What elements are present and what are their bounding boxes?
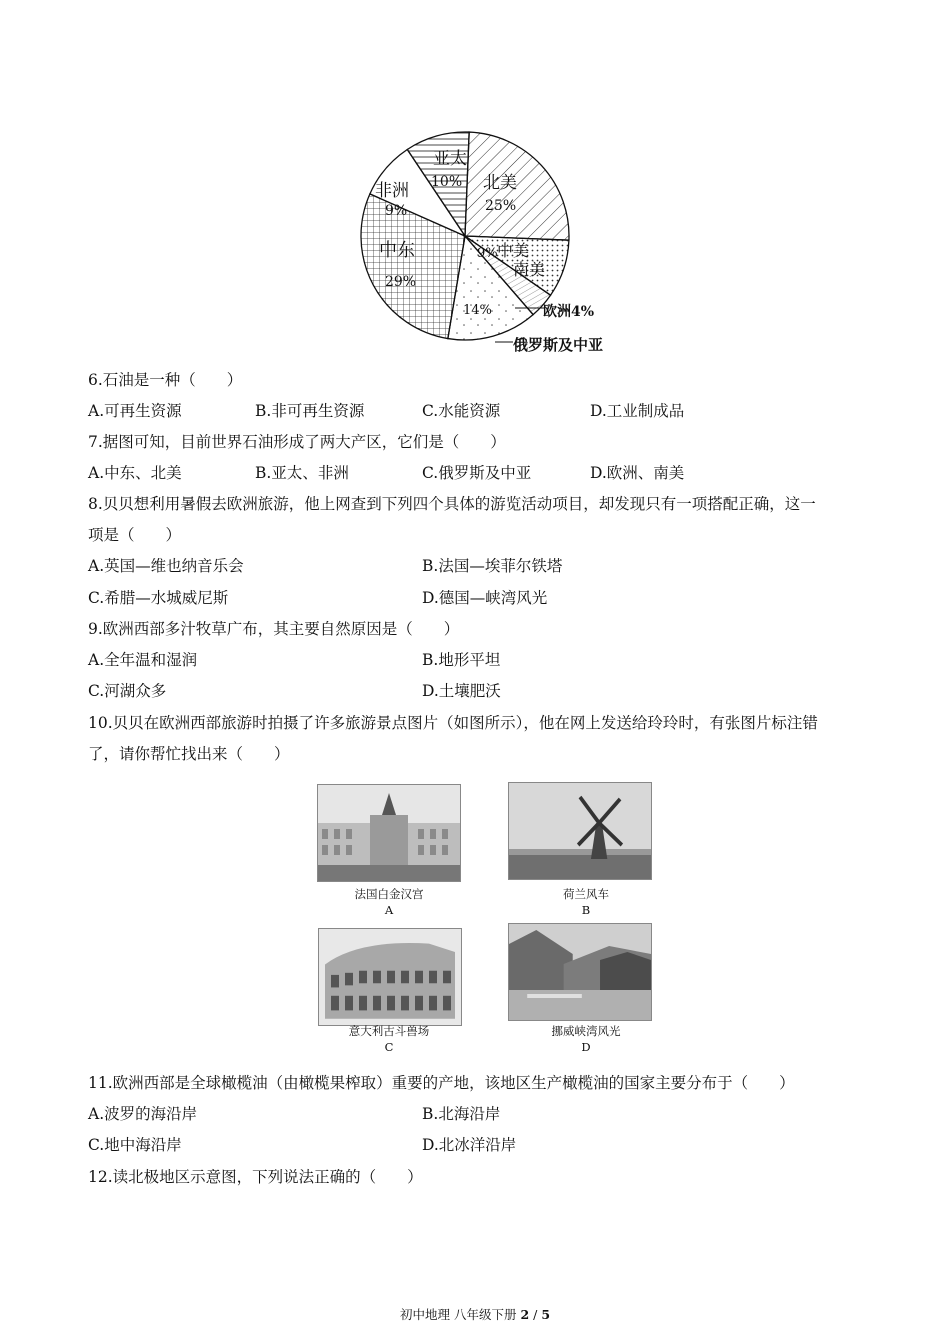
question-7-option-d[interactable]: D.欧洲、南美: [590, 464, 685, 482]
photo-b-letter: B: [581, 903, 591, 917]
question-6-stem: 6.石油是一种（ ）: [88, 371, 243, 389]
question-8-option-a[interactable]: A.英国—维也纳音乐会: [88, 557, 244, 575]
question-9-option-d[interactable]: D.土壤肥沃: [422, 682, 501, 700]
question-8-stem-line1: 8.贝贝想利用暑假去欧洲旅游，他上网查到下列四个具体的游览活动项目，却发现只有一项搭配正确，这一: [88, 495, 816, 513]
question-8-option-c[interactable]: C.希腊—水城威尼斯: [88, 589, 229, 607]
photo-b-caption: 荷兰风车: [563, 887, 609, 901]
question-10-stem-line1: 10.贝贝在欧洲西部旅游时拍摄了许多旅游景点图片（如图所示），他在网上发送给玲玲时，有张图片标注错: [88, 714, 818, 732]
photo-d-letter: D: [581, 1040, 591, 1054]
photo-d-fjord: [508, 923, 652, 1021]
question-8-option-d[interactable]: D.德国—峡湾风光: [422, 589, 548, 607]
label-asia-pacific-pct: 10%: [431, 174, 463, 190]
photo-d-caption: 挪威峡湾风光: [551, 1024, 621, 1038]
photo-a-caption: 法国白金汉宫: [354, 887, 424, 901]
label-middle-east: 中东: [379, 240, 415, 261]
question-8-stem-line2: 项是（ ）: [88, 526, 182, 544]
question-12-stem: 12.读北极地区示意图，下列说法正确的（ ）: [88, 1168, 423, 1186]
photo-c-caption: 意大利古斗兽场: [348, 1024, 430, 1038]
label-north-america-pct: 25%: [485, 198, 517, 214]
label-africa: 非洲: [375, 181, 409, 201]
page-footer: [0, 1305, 950, 1323]
question-7-option-c[interactable]: C.俄罗斯及中亚: [422, 464, 532, 482]
footer-total-pages: 5: [541, 1307, 551, 1322]
footer-subject: 初中地理 八年级下册: [399, 1307, 521, 1322]
label-asia-pacific: 亚太: [433, 149, 467, 169]
label-russia-callout: 俄罗斯及中亚: [513, 336, 604, 354]
question-6-option-c[interactable]: C.水能资源: [422, 402, 501, 420]
footer-separator: /: [529, 1307, 542, 1322]
question-9-stem: 9.欧洲西部多汁牧草广布，其主要自然原因是（ ）: [88, 620, 460, 638]
question-7-option-a[interactable]: A.中东、北美: [88, 464, 182, 482]
question-6-option-b[interactable]: B.非可再生资源: [255, 402, 365, 420]
label-africa-pct: 9%: [385, 203, 408, 219]
photo-a-palace: [317, 784, 461, 882]
question-7-option-b[interactable]: B.亚太、非洲: [255, 464, 349, 482]
question-10-stem-line2: 了，请你帮忙找出来（ ）: [88, 745, 290, 763]
question-11-option-b[interactable]: B.北海沿岸: [422, 1105, 501, 1123]
footer-page-number: 2: [520, 1307, 530, 1322]
label-latin-pct: 9%: [477, 246, 498, 261]
photo-c-colosseum: [318, 928, 462, 1026]
question-6-option-a[interactable]: A.可再生资源: [88, 402, 182, 420]
label-europe-callout: 欧洲4%: [543, 304, 595, 320]
question-7-stem: 7.据图可知，目前世界石油形成了两大产区，它们是（ ）: [88, 433, 506, 451]
label-south-america: 南美: [513, 260, 546, 279]
photo-c-letter: C: [384, 1040, 394, 1054]
question-11-option-c[interactable]: C.地中海沿岸: [88, 1136, 182, 1154]
photo-a-letter: A: [384, 903, 394, 917]
question-9-option-b[interactable]: B.地形平坦: [422, 651, 501, 669]
oil-pie-chart: [355, 118, 625, 363]
question-9-option-c[interactable]: C.河湖众多: [88, 682, 167, 700]
pie-slice-0: [465, 132, 569, 240]
photo-b-windmill: [508, 782, 652, 880]
question-11-stem: 11.欧洲西部是全球橄榄油（由橄榄果榨取）重要的产地，该地区生产橄榄油的国家主要分布于（ ）: [88, 1074, 795, 1092]
question-11-option-d[interactable]: D.北冰洋沿岸: [422, 1136, 517, 1154]
label-north-america: 北美: [483, 173, 517, 193]
label-russia-pct: 14%: [463, 303, 492, 318]
question-6-option-d[interactable]: D.工业制成品: [590, 402, 685, 420]
question-9-option-a[interactable]: A.全年温和湿润: [88, 651, 198, 669]
label-central-america: 中美: [497, 241, 530, 260]
question-8-option-b[interactable]: B.法国—埃菲尔铁塔: [422, 557, 563, 575]
label-middle-east-pct: 29%: [385, 274, 417, 290]
question-11-option-a[interactable]: A.波罗的海沿岸: [88, 1105, 198, 1123]
